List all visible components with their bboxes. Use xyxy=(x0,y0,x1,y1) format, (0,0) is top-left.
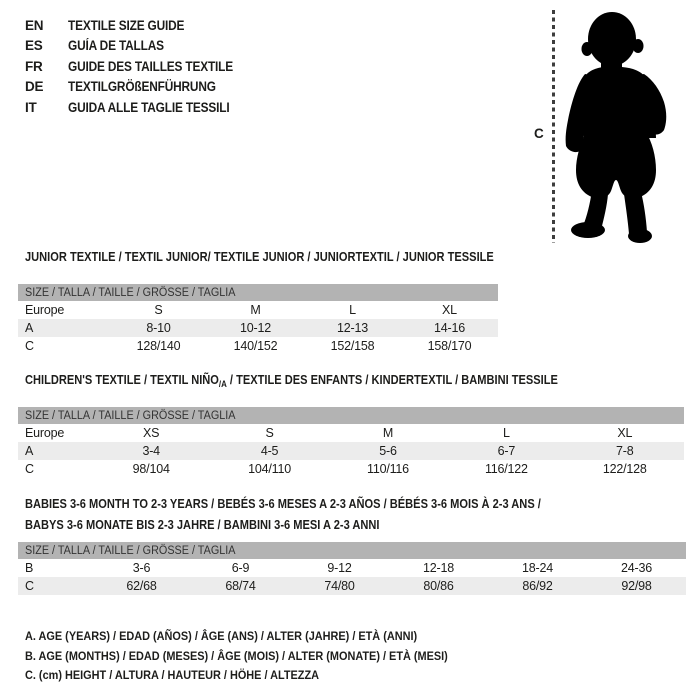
size-cell: 86/92 xyxy=(522,579,553,593)
table-row-height xyxy=(18,577,686,595)
size-cell: 8-10 xyxy=(146,321,171,335)
row-label: C xyxy=(25,339,34,353)
footnote-b: B. AGE (MONTHS) / EDAD (MESES) / ÂGE (MOIS) / ALTER (MONATE) / ETÀ (MESI) xyxy=(25,648,448,663)
size-header-bar xyxy=(18,542,686,559)
size-header-text: SIZE / TALLA / TAILLE / GRÖSSE / TAGLIA xyxy=(25,285,236,299)
size-cell: 116/122 xyxy=(484,462,528,476)
size-cell: S xyxy=(265,426,274,440)
size-cell: 12-18 xyxy=(423,561,454,575)
size-cell: 80/86 xyxy=(423,579,454,593)
size-cell: 7-8 xyxy=(616,444,634,458)
junior-table-title-text: JUNIOR TEXTILE / TEXTIL JUNIOR/ TEXTILE JUNIOR / JUNIORTEXTIL / JUNIOR TESSILE xyxy=(25,250,494,264)
size-cell: 128/140 xyxy=(136,339,181,353)
row-label: C xyxy=(25,462,34,476)
size-cell: 110/116 xyxy=(367,462,409,476)
size-cell: 68/74 xyxy=(225,579,256,593)
row-label: C xyxy=(25,579,34,593)
size-cell: L xyxy=(349,303,356,317)
language-code: EN xyxy=(25,17,44,33)
children-textile-section xyxy=(18,372,684,478)
size-cell: 140/152 xyxy=(233,339,278,353)
size-cell: S xyxy=(154,303,163,317)
guide-title-de: TEXTILGRÖßENFÜHRUNG xyxy=(68,79,216,95)
table-row-height xyxy=(18,460,684,478)
row-label: A xyxy=(25,321,34,335)
guide-title-fr: GUIDE DES TAILLES TEXTILE xyxy=(68,58,234,74)
size-cell: 9-12 xyxy=(327,561,352,575)
babies-size-table xyxy=(18,559,686,595)
language-code: FR xyxy=(25,58,43,74)
guide-title-es: GUÍA DE TALLAS xyxy=(68,38,164,54)
size-cell: 74/80 xyxy=(324,579,355,593)
table-row-age xyxy=(18,319,498,337)
size-cell: XL xyxy=(442,303,457,317)
size-cell: 152/158 xyxy=(330,339,375,353)
nino-a-subscript: /A xyxy=(218,379,227,389)
size-header-text: SIZE / TALLA / TAILLE / GRÖSSE / TAGLIA xyxy=(25,408,236,422)
table-row-age xyxy=(18,442,684,460)
size-cell: 24-36 xyxy=(621,561,652,575)
size-header-bar xyxy=(18,284,498,301)
size-cell: 12-13 xyxy=(337,321,368,335)
height-measure-figure xyxy=(0,0,700,250)
size-cell: L xyxy=(502,426,510,440)
size-cell: XS xyxy=(143,426,160,440)
footnote-a: A. AGE (YEARS) / EDAD (AÑOS) / ÂGE (ANS) / ALTER (JAHRE) / ETÀ (ANNI) xyxy=(25,629,418,643)
children-size-table xyxy=(18,424,684,478)
size-cell: M xyxy=(382,426,394,440)
size-cell: 18-24 xyxy=(522,561,553,575)
size-cell: 10-12 xyxy=(240,321,271,335)
language-code: DE xyxy=(25,79,44,95)
table-row-europe xyxy=(18,424,684,442)
babies-table-title xyxy=(18,494,686,536)
babies-title-line2: BABYS 3-6 MONATE BIS 2-3 JAHRE / BAMBINI 3-6 MESI A 2-3 ANNI xyxy=(25,518,380,532)
size-cell: 5-6 xyxy=(379,444,397,458)
size-cell: XL xyxy=(617,426,633,440)
babies-title-line1: BABIES 3-6 MONTH TO 2-3 YEARS / BEBÉS 3-6 MESES A 2-3 AÑOS / BÉBÉS 3-6 MOIS À 2-3 ANS / xyxy=(25,497,541,511)
row-label: A xyxy=(25,444,34,458)
size-cell: 3-4 xyxy=(142,444,160,458)
size-cell: 104/110 xyxy=(248,462,292,476)
junior-table-title xyxy=(18,249,498,265)
size-cell: 92/98 xyxy=(621,579,652,593)
row-label: Europe xyxy=(25,303,65,317)
size-cell: 98/104 xyxy=(132,462,170,476)
children-table-title xyxy=(18,372,684,392)
size-cell: 6-9 xyxy=(231,561,250,575)
guide-title-it: GUIDA ALLE TAGLIE TESSILI xyxy=(68,99,230,115)
size-cell: 3-6 xyxy=(132,561,151,575)
guide-title-en: TEXTILE SIZE GUIDE xyxy=(68,17,185,33)
size-cell: M xyxy=(250,303,261,317)
size-cell: 158/170 xyxy=(427,339,472,353)
size-header-text: SIZE / TALLA / TAILLE / GRÖSSE / TAGLIA xyxy=(25,543,236,557)
table-row-europe xyxy=(18,301,498,319)
table-row-height xyxy=(18,337,498,355)
children-table-title-text: CHILDREN'S TEXTILE / TEXTIL $NIÑO_{/A}$ / TEXTILE DES ENFANTS / KINDERTEXTIL / BAMBINI TESSILE xyxy=(25,373,558,389)
size-cell: 122/128 xyxy=(602,462,647,476)
footnote-c: C. (cm) HEIGHT / ALTURA / HAUTEUR / HÖHE / ALTEZZA xyxy=(25,668,319,682)
language-code: ES xyxy=(25,38,43,54)
size-cell: 62/68 xyxy=(126,579,157,593)
size-cell: 4-5 xyxy=(260,444,279,458)
babies-textile-section xyxy=(18,494,686,595)
size-cell: 14-16 xyxy=(434,321,465,335)
row-label: B xyxy=(25,561,34,575)
language-code: IT xyxy=(25,99,37,115)
legend-footnotes xyxy=(25,627,505,686)
junior-textile-section xyxy=(18,249,498,355)
size-header-bar xyxy=(18,407,684,424)
height-marker-label: C xyxy=(534,126,544,141)
toddler-silhouette-icon xyxy=(556,8,690,246)
row-label: Europe xyxy=(25,426,65,440)
height-dashed-line xyxy=(552,10,555,243)
size-cell: 6-7 xyxy=(497,444,516,458)
junior-size-table xyxy=(18,301,498,355)
table-row-months xyxy=(18,559,686,577)
